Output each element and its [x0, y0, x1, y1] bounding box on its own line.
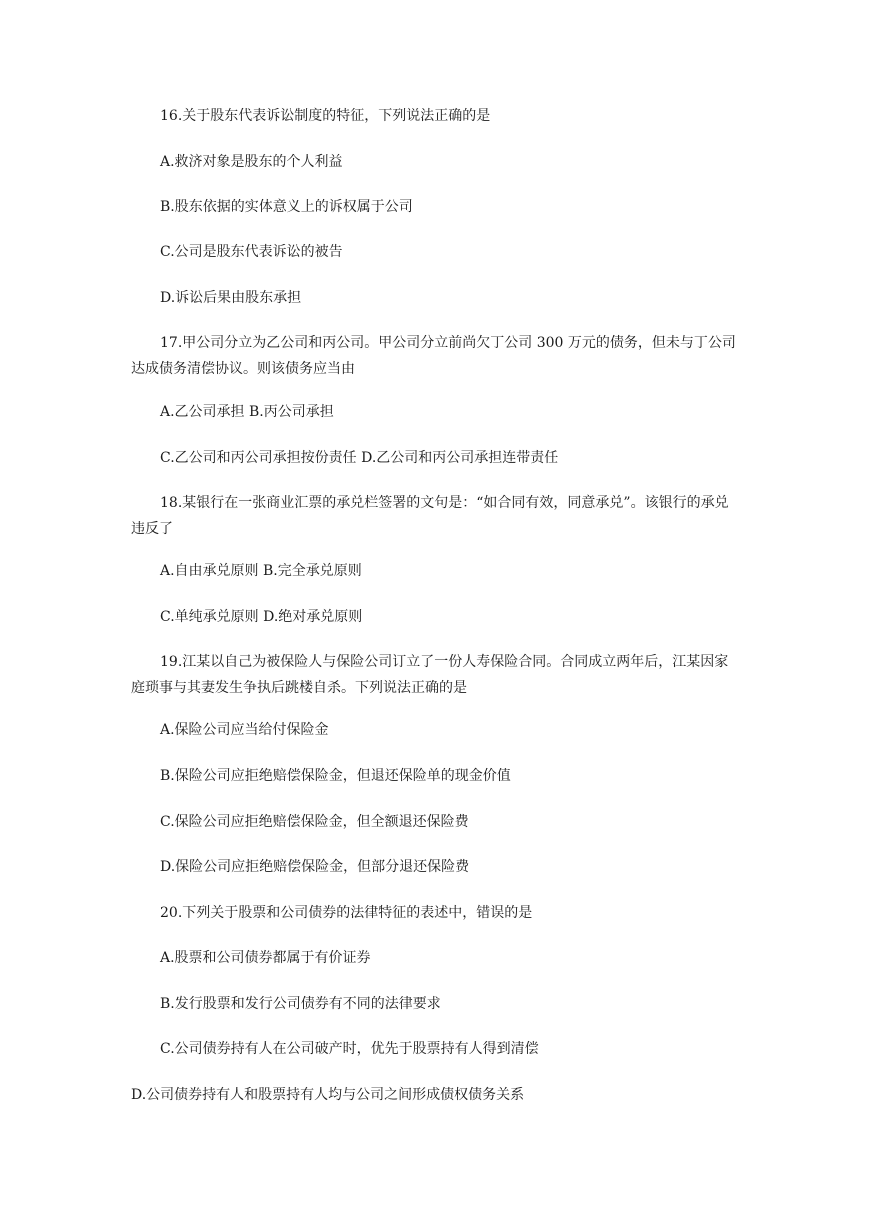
- question-19-option-d: D.保险公司应拒绝赔偿保险金，但部分退还保险费: [160, 859, 470, 875]
- question-19-option-c: C.保险公司应拒绝赔偿保险金，但全额退还保险费: [160, 814, 469, 830]
- question-19-option-b: B.保险公司应拒绝赔偿保险金，但退还保险单的现金价值: [160, 768, 511, 784]
- question-18-options-cd: C.单纯承兑原则 D.绝对承兑原则: [160, 609, 363, 625]
- question-16-option-d: D.诉讼后果由股东承担: [160, 290, 302, 306]
- question-20-stem: 20.下列关于股票和公司债券的法律特征的表述中，错误的是: [160, 905, 533, 921]
- question-19-stem: 19.江某以自己为被保险人与保险公司订立了一份人寿保险合同。合同成立两年后，江某因家庭琐事与其妻发生争执后跳楼自杀。下列说法正确的是: [131, 654, 729, 696]
- question-20-option-a: A.股票和公司债券都属于有价证券: [160, 950, 371, 966]
- question-16-option-c: C.公司是股东代表诉讼的被告: [160, 244, 343, 260]
- question-16-stem: 16.关于股东代表诉讼制度的特征，下列说法正确的是: [160, 108, 491, 124]
- question-17-options-ab: A.乙公司承担 B.丙公司承担: [160, 404, 334, 420]
- question-19-option-a: A.保险公司应当给付保险金: [160, 722, 329, 738]
- question-20-option-c: C.公司债券持有人在公司破产时，优先于股票持有人得到清偿: [160, 1041, 539, 1057]
- question-17-stem: 17.甲公司分立为乙公司和丙公司。甲公司分立前尚欠丁公司 300 万元的债务，但未与丁公司达成债务清偿协议。则该债务应当由: [131, 335, 736, 377]
- question-20-option-d: D.公司债券持有人和股票持有人均与公司之间形成债权债务关系: [131, 1087, 525, 1103]
- question-20-option-b: B.发行股票和发行公司债券有不同的法律要求: [160, 996, 441, 1012]
- question-16-option-a: A.救济对象是股东的个人利益: [160, 154, 343, 170]
- question-17-options-cd: C.乙公司和丙公司承担按份责任 D.乙公司和丙公司承担连带责任: [160, 450, 559, 466]
- question-16-option-b: B.股东依据的实体意义上的诉权属于公司: [160, 199, 413, 215]
- question-18-stem: 18.某银行在一张商业汇票的承兑栏签署的文句是：“如合同有效，同意承兑”。该银行的承兑违反了: [131, 495, 729, 537]
- question-18-options-ab: A.自由承兑原则 B.完全承兑原则: [160, 563, 362, 579]
